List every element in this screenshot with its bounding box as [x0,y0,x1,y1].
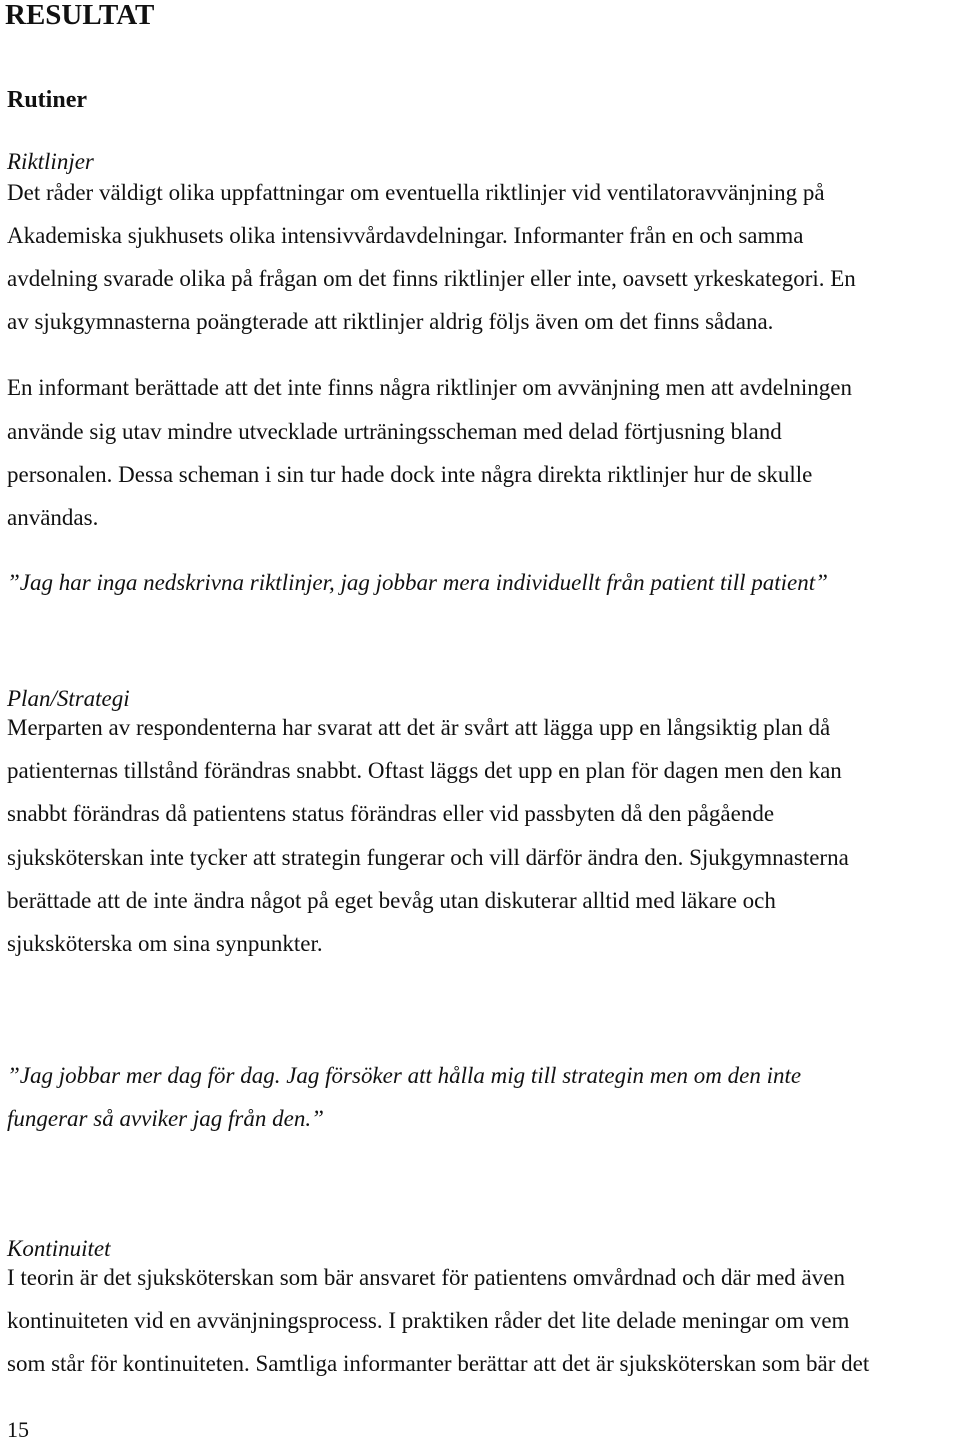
interview-quote: fungerar så avviker jag från den.” [7,1106,324,1131]
subsection-title-riktlinjer: Riktlinjer [7,149,94,174]
paragraph-line: sjuksköterska om sina synpunkter. [7,931,323,956]
paragraph-line: användas. [7,505,99,530]
subsection-title-kontinuitet: Kontinuitet [7,1236,111,1261]
paragraph-line: Merparten av respondenterna har svarat att det är svårt att lägga upp en långsiktig plan då [7,715,831,740]
paragraph-line: som står för kontinuiteten. Samtliga informanter berättar att det är sjuksköterskan som bär det [7,1351,870,1376]
paragraph-line: sjuksköterskan inte tycker att strategin fungerar och vill därför ändra den. Sjukgymnasterna [7,845,849,870]
paragraph-line: I teorin är det sjuksköterskan som bär ansvaret för patientens omvårdnad och där med även [7,1265,845,1290]
paragraph-line: kontinuiteten vid en avvänjningsprocess. I praktiken råder det lite delade meningar om vem [7,1308,850,1333]
page-number: 15 [7,1417,29,1442]
paragraph-line: avdelning svarade olika på frågan om det finns riktlinjer eller inte, oavsett yrkeskategori. En [7,266,856,291]
subsection-title-plan: Plan/Strategi [7,686,130,711]
paragraph-line: använde sig utav mindre utvecklade urträningsscheman med delad förtjusning bland [7,419,782,444]
paragraph-line: berättade att de inte ändra något på eget bevåg utan diskuterar alltid med läkare och [7,888,776,913]
paragraph-line: Det råder väldigt olika uppfattningar om eventuella riktlinjer vid ventilatoravvänjning på [7,180,825,205]
paragraph-line: snabbt förändras då patientens status förändras eller vid passbyten då den pågående [7,801,775,826]
interview-quote: ”Jag har inga nedskrivna riktlinjer, jag jobbar mera individuellt från patient till patient” [7,570,828,595]
paragraph-line: patienternas tillstånd förändras snabbt. Oftast läggs det upp en plan för dagen men den kan [7,758,842,783]
paragraph-line: personalen. Dessa scheman i sin tur hade dock inte några direkta riktlinjer hur de skulle [7,462,813,487]
paragraph-line: En informant berättade att det inte finns några riktlinjer om avvänjning men att avdelningen [7,375,852,400]
page-heading: RESULTAT [5,0,155,31]
paragraph-line: Akademiska sjukhusets olika intensivvårdavdelningar. Informanter från en och samma [7,223,804,248]
paragraph-line: av sjukgymnasterna poängterade att riktlinjer aldrig följs även om det finns sådana. [7,309,774,334]
section-title: Rutiner [7,87,87,113]
interview-quote: ”Jag jobbar mer dag för dag. Jag försöker att hålla mig till strategin men om den inte [7,1063,802,1088]
